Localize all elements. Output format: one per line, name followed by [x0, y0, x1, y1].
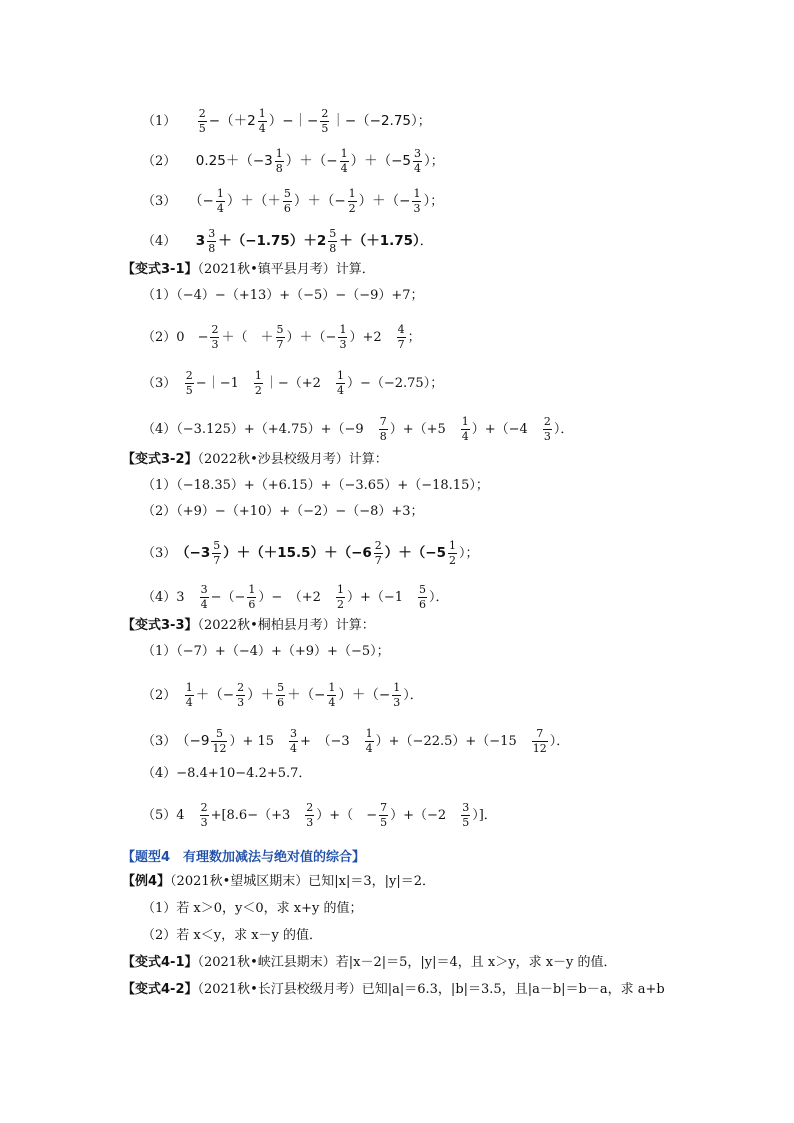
v32-item-4-fraction [336, 584, 345, 611]
numerator: 3 [462, 801, 470, 814]
numerator: 2 [198, 107, 206, 120]
v31-item-4-text: ）． [553, 422, 574, 437]
v33-item-3-text [274, 734, 287, 749]
numerator: 5 [215, 727, 223, 740]
v33-item-2-text: ）． [403, 688, 423, 703]
denominator: 5 [185, 384, 193, 397]
prev-item-3-fraction [283, 188, 292, 215]
numerator: 3 [200, 583, 208, 596]
v31-item-2-text: − [197, 330, 209, 345]
numerator: 1 [461, 415, 469, 428]
section-4-title [122, 850, 365, 866]
numerator: 5 [283, 187, 291, 200]
denominator: 5 [462, 816, 470, 829]
v33-item-3-text: + [300, 734, 311, 749]
v33-item-5-text: − [366, 808, 378, 823]
v31-item-4 [142, 416, 573, 443]
v31-item-3-fraction [336, 370, 345, 397]
denominator: 3 [237, 696, 245, 709]
prev-item-2-text [170, 154, 196, 169]
v32-item-3-text: ）； [459, 546, 479, 561]
prev-item-1-text: −（＋2 [208, 113, 256, 129]
example-4-q2-text: （2）若 x＜y，求 x－y 的值． [142, 928, 323, 943]
numerator: 3 [208, 227, 216, 240]
prev-item-3-fraction [412, 188, 421, 215]
v33-item-2-text [170, 688, 183, 703]
prev-item-3-text: ） [423, 193, 431, 209]
v32-item-3-fraction [212, 540, 221, 567]
v32-item-4-fraction [418, 584, 427, 611]
v33-item-2-text: ）＋ [247, 687, 275, 703]
v31-header-text: （2021秋•镇平县月考）计算． [197, 262, 375, 277]
denominator: 3 [211, 338, 219, 351]
denominator: 12 [532, 742, 547, 755]
v32-item-2-text: （2）（+9）−（+10）+（−2）−（−8）+3； [142, 504, 424, 519]
prev-item-2-text: ） [423, 153, 431, 169]
denominator: 4 [461, 430, 469, 443]
denominator: 6 [248, 598, 256, 611]
prev-item-3 [142, 188, 443, 215]
v31-item-2-text [185, 330, 198, 345]
prev-item-4-text: ＋（＋1.75） [339, 233, 420, 249]
prev-item-4-fraction [207, 228, 216, 255]
v31-item-2-text: ）＋（ [286, 330, 326, 345]
denominator: 7 [213, 554, 221, 567]
v33-item-4 [142, 766, 311, 782]
v33-item-3 [142, 728, 569, 755]
v33-item-3-text: ）+ 15 [229, 734, 275, 749]
denominator: 4 [216, 202, 224, 215]
v31-item-3-fraction [254, 370, 263, 397]
denominator: 8 [379, 430, 387, 443]
v33-item-2 [142, 682, 423, 709]
v32-header-text: 【变式3-2】 [122, 452, 198, 467]
v33-item-2-fraction [392, 682, 401, 709]
v31-item-3-text [170, 376, 183, 391]
prev-item-1-fraction [320, 108, 329, 135]
v31-item-3-text: ）−（−2.75）； [346, 376, 444, 391]
v31-item-2-text: − [325, 330, 337, 345]
v42-text: 【变式4-2】 [122, 982, 198, 997]
v32-header-text: （2022秋•沙县校级月考）计算： [197, 452, 388, 467]
v33-item-3-fraction [211, 728, 227, 755]
numerator: 2 [211, 323, 219, 336]
numerator: 4 [397, 323, 405, 336]
denominator: 2 [348, 202, 356, 215]
denominator: 4 [365, 742, 373, 755]
v31-item-2-fraction [210, 324, 219, 351]
v32-item-3-fraction [374, 540, 383, 567]
v33-header-text: （2022秋•桐柏县月考）计算： [197, 618, 375, 633]
prev-item-3-text: ）＋（＋ [226, 193, 281, 209]
v32-item-4-text [403, 590, 416, 605]
v31-item-4-text [364, 422, 377, 437]
v32-item-1 [142, 478, 489, 494]
numerator: 1 [216, 187, 224, 200]
numerator: 2 [374, 539, 382, 552]
v32-item-4-text: （4）3 [142, 590, 185, 605]
denominator: 5 [198, 122, 206, 135]
prev-item-1-text [170, 114, 196, 129]
v33-item-5-fraction [200, 802, 209, 829]
v33-item-1-text: （1）（−7）+（−4）+（+9）+（−5）； [142, 644, 390, 659]
v32-item-4-text: ）． [429, 590, 449, 605]
numerator: 2 [321, 107, 329, 120]
v31-item-2-text: （2）0 [142, 330, 185, 345]
numerator: 5 [213, 539, 221, 552]
numerator: 1 [340, 147, 348, 160]
v32-item-3-text: ）＋（＋15.5）＋（−6 [223, 545, 372, 561]
denominator: 7 [276, 338, 284, 351]
numerator: 1 [449, 539, 456, 552]
v31-item-2 [142, 324, 421, 351]
prev-item-3-text [170, 194, 196, 209]
v31-item-2-fraction [276, 324, 285, 351]
denominator: 8 [275, 162, 283, 175]
v33-item-5-text: ）+（ [316, 808, 354, 823]
v33-item-5-fraction [305, 802, 314, 829]
v31-item-3-text: ｜−（+2 [264, 376, 321, 391]
example-4-q2 [142, 928, 322, 944]
numerator: 1 [254, 369, 262, 382]
v31-item-2-text [382, 330, 395, 345]
v33-item-5-fraction [379, 802, 388, 829]
v31-item-2-text: ）+2 [349, 330, 382, 345]
numerator: 1 [185, 681, 193, 694]
v33-item-2-fraction [276, 682, 285, 709]
prev-item-4-text [170, 234, 196, 249]
v32-item-4-text: ）+（−1 [346, 590, 404, 605]
denominator: 4 [328, 696, 336, 709]
v31-item-3-fraction [185, 370, 194, 397]
prev-item-3-fraction [348, 188, 357, 215]
numerator: 5 [276, 323, 284, 336]
prev-item-1-text: ｜−（−2.75） [331, 113, 418, 129]
numerator: 7 [536, 727, 544, 740]
prev-item-2-text: ）＋（− [285, 153, 338, 169]
numerator: 1 [328, 681, 336, 694]
prev-item-1-text: （1） [142, 114, 170, 129]
numerator: 1 [339, 323, 347, 336]
v32-item-4 [142, 584, 449, 611]
numerator: 1 [258, 107, 266, 120]
v33-item-5-text [185, 808, 198, 823]
denominator: 2 [449, 554, 456, 567]
prev-item-4-fraction [328, 228, 337, 255]
v33-item-3-text [350, 734, 363, 749]
numerator: 2 [185, 369, 193, 382]
numerator: 5 [277, 681, 285, 694]
prev-item-3-fraction [216, 188, 225, 215]
denominator: 7 [397, 338, 405, 351]
prev-item-2-text: ； [430, 154, 444, 169]
v33-item-5-text: ）]． [472, 808, 497, 823]
denominator: 4 [200, 598, 208, 611]
v32-item-4-text: ）− [258, 590, 283, 605]
denominator: 4 [185, 696, 193, 709]
v32-item-3-text: ）＋（−5 [384, 545, 446, 561]
prev-item-2-text: （2） [142, 154, 170, 169]
example-4-q1 [142, 901, 362, 917]
denominator: 8 [208, 242, 216, 255]
v41-text: 【变式4-1】 [122, 955, 198, 970]
v31-item-4-fraction [461, 416, 470, 443]
v33-item-3-text: （−3 [323, 734, 350, 749]
v33-item-3-text [170, 734, 183, 749]
numerator: 1 [365, 727, 373, 740]
v33-item-3-fraction [365, 728, 374, 755]
numerator: 2 [237, 681, 245, 694]
section-4-title-text: 【题型4 有理数加减法与绝对值的综合】 [122, 850, 366, 865]
v31-item-3 [142, 370, 443, 397]
v32-item-3-text: （3） [142, 546, 170, 561]
prev-item-1-fraction [258, 108, 267, 135]
v31-item-2-fraction [397, 324, 406, 351]
prev-item-2-fraction [340, 148, 349, 175]
prev-item-1 [142, 108, 431, 135]
v31-item-2-text: ＋ [260, 330, 274, 345]
numerator: 1 [413, 187, 421, 200]
numerator: 1 [248, 583, 256, 596]
prev-item-1-text: ； [417, 114, 431, 129]
denominator: 3 [200, 816, 208, 829]
prev-item-1-fraction [198, 108, 207, 135]
v32-item-3-text: （−3 [182, 545, 211, 561]
prev-item-3-text: （− [195, 193, 214, 209]
numerator: 2 [200, 801, 208, 814]
v33-item-3-text: （−9 [182, 733, 210, 749]
v32-item-4-text [321, 590, 334, 605]
denominator: 3 [413, 202, 421, 215]
v33-item-5-text: +[8.6−（+3 [210, 808, 291, 823]
prev-item-2-fraction [413, 148, 422, 175]
v31-item-2-text: ； [407, 330, 421, 345]
v31-item-4-text [446, 422, 459, 437]
v32-item-4-text [185, 590, 198, 605]
numerator: 2 [543, 415, 551, 428]
v33-item-5 [142, 802, 497, 829]
prev-item-3-text: ）＋（− [293, 193, 346, 209]
example-4-line [122, 874, 435, 890]
denominator: 7 [374, 554, 382, 567]
denominator: 4 [290, 742, 298, 755]
v31-item-4-fraction [543, 416, 552, 443]
denominator: 4 [413, 162, 421, 175]
v41-text: （2021秋•峡江县期末）若|x－2|＝5，|y|＝4，且 x＞y，求 x－y 的值． [197, 955, 617, 970]
prev-item-2 [142, 148, 444, 175]
denominator: 6 [277, 696, 285, 709]
v33-item-2-fraction [236, 682, 245, 709]
denominator: 2 [254, 384, 262, 397]
example-4-q1-text: （1）若 x＞0，y＜0，求 x+y 的值； [142, 901, 363, 916]
denominator: 8 [329, 242, 337, 255]
v32-item-3-text [170, 546, 183, 561]
example-4-text: 【例4】 [122, 874, 171, 889]
denominator: 3 [543, 430, 551, 443]
prev-item-2-text: 0.25＋（−3 [195, 153, 273, 169]
v32-item-4-fraction [200, 584, 209, 611]
v31-item-4-text: ）+（+5 [389, 422, 446, 437]
v32-item-4-text: （+2 [295, 590, 321, 605]
v33-header-text: 【变式3-3】 [122, 618, 198, 633]
v33-item-3-fraction [532, 728, 548, 755]
v32-item-3-fraction [448, 540, 457, 567]
v31-item-4-text: （4）（−3.125）+（+4.75）+（−9 [142, 422, 364, 437]
numerator: 5 [329, 227, 337, 240]
denominator: 3 [306, 816, 314, 829]
v33-item-5-text: ）+（−2 [390, 808, 447, 823]
v31-item-3-text [321, 376, 334, 391]
v32-item-4-text: −（− [210, 590, 246, 605]
v31-item-3-text [239, 376, 252, 391]
v32-header [122, 452, 388, 468]
prev-item-3-text: ； [430, 194, 444, 209]
prev-item-4-text: ． [419, 234, 433, 249]
v33-item-5-text [353, 808, 366, 823]
numerator: 1 [336, 583, 344, 596]
v33-item-5-text [290, 808, 303, 823]
v33-item-4-text: （4）−8.4+10−4.2+5.7． [142, 766, 312, 781]
denominator: 2 [336, 598, 344, 611]
v32-item-4-text [282, 590, 295, 605]
numerator: 2 [306, 801, 314, 814]
v33-item-3-text: （3） [142, 734, 170, 749]
v31-header-text: 【变式3-1】 [122, 262, 198, 277]
v31-item-3-text: （3） [142, 376, 170, 391]
v33-item-2-fraction [327, 682, 336, 709]
v42-text: （2021秋•长汀县校级月考）已知|a|＝6.3，|b|＝3.5，且|a－b|＝b－a，求 a+b [197, 982, 665, 997]
v31-item-2-text [247, 330, 260, 345]
v31-item-4-text: ）+（−4 [471, 422, 528, 437]
numerator: 1 [336, 369, 344, 382]
v32-item-3 [142, 540, 479, 567]
prev-item-3-text: （3） [142, 194, 170, 209]
denominator: 6 [283, 202, 291, 215]
denominator: 5 [380, 816, 388, 829]
v33-item-2-text: （2） [142, 688, 170, 703]
v33-item-3-fraction [289, 728, 298, 755]
v31-item-4-fraction [379, 416, 388, 443]
v33-item-5-text: （5）4 [142, 808, 185, 823]
numerator: 1 [393, 681, 401, 694]
v31-item-4-text [528, 422, 541, 437]
v33-item-1 [142, 644, 390, 660]
numerator: 3 [413, 147, 421, 160]
v42-line [122, 982, 665, 998]
v31-item-3-text: − [195, 376, 207, 391]
v33-item-3-text: ）+（−22.5）+（−15 [375, 734, 517, 749]
denominator: 12 [212, 742, 227, 755]
v33-item-2-text: ＋（− [195, 687, 235, 703]
v33-item-3-text [311, 734, 324, 749]
v32-item-2 [142, 504, 424, 520]
prev-item-4-text: 3 [195, 233, 206, 249]
prev-item-2-fraction [275, 148, 284, 175]
prev-item-3-text: ）＋（− [358, 193, 411, 209]
v41-line [122, 955, 617, 971]
prev-item-2-text: ）＋（−5 [350, 153, 411, 169]
v33-item-2-fraction [185, 682, 194, 709]
v31-item-2-fraction [338, 324, 347, 351]
v33-item-3-text: ）． [549, 734, 570, 749]
numerator: 3 [290, 727, 298, 740]
prev-item-4-text: ＋（−1.75）＋2 [218, 233, 327, 249]
v31-item-1-text: （1）（−4）−（+13）+（−5）−（−9）+7； [142, 288, 424, 303]
numerator: 7 [379, 415, 387, 428]
prev-item-4-text: （4） [142, 234, 170, 249]
denominator: 4 [336, 384, 344, 397]
v31-item-2-text: ＋（ [221, 330, 248, 345]
numerator: 7 [380, 801, 388, 814]
denominator: 6 [419, 598, 427, 611]
denominator: 4 [340, 162, 348, 175]
denominator: 4 [258, 122, 266, 135]
v32-item-1-text: （1）（−18.35）+（+6.15）+（−3.65）+（−18.15）； [142, 478, 489, 493]
v32-item-4-fraction [247, 584, 256, 611]
denominator: 3 [393, 696, 401, 709]
v31-item-3-text: ｜−1 [206, 376, 239, 391]
v33-item-3-text [517, 734, 530, 749]
numerator: 5 [419, 583, 427, 596]
v33-item-5-text [446, 808, 459, 823]
v33-header [122, 618, 375, 634]
numerator: 1 [275, 147, 283, 160]
denominator: 3 [339, 338, 347, 351]
v31-item-1 [142, 288, 424, 304]
v33-item-5-fraction [461, 802, 470, 829]
numerator: 1 [348, 187, 356, 200]
v33-item-2-text: ＋（− [287, 687, 326, 703]
prev-item-1-text: ）−｜− [268, 113, 319, 129]
prev-item-4 [142, 228, 433, 255]
example-4-text: （2021秋•望城区期末）已知|x|＝3，|y|＝2． [170, 874, 436, 889]
v31-header [122, 262, 375, 278]
v33-item-2-text: ）＋（− [338, 687, 391, 703]
denominator: 5 [321, 122, 329, 135]
